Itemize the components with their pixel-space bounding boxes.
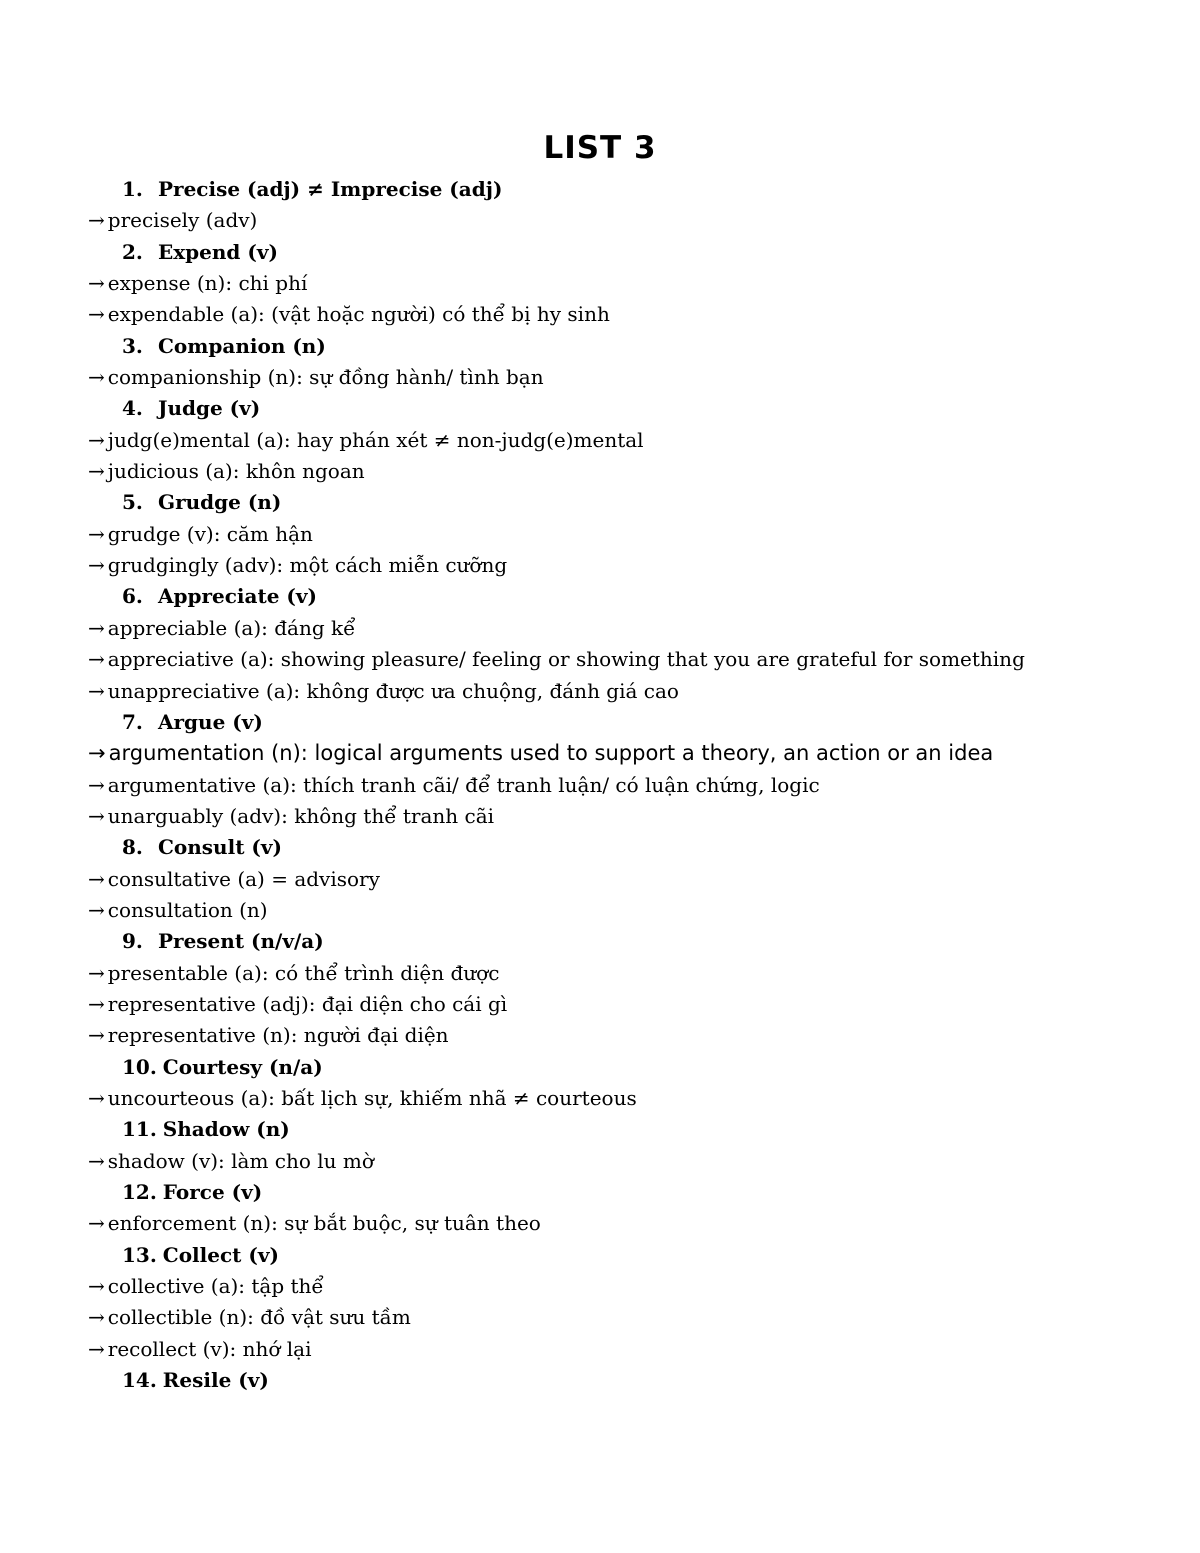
arrow-icon: →: [88, 271, 105, 296]
list-heading: [88, 707, 1188, 738]
list-item: [88, 456, 1188, 487]
headword: Collect (v): [162, 1242, 279, 1267]
arrow-icon: →: [88, 897, 105, 922]
headword: Present (n/v/a): [158, 929, 324, 954]
list-heading: [88, 1114, 1188, 1145]
derivative-text: consultation (n): [107, 897, 268, 922]
list-number: 4.: [122, 396, 143, 421]
list-number: 3.: [122, 333, 143, 358]
list-number: 8.: [122, 835, 143, 860]
list-heading: [88, 1240, 1188, 1271]
arrow-icon: →: [88, 1023, 105, 1048]
derivative-text: precisely (adv): [107, 208, 258, 233]
derivative-text: appreciative (a): showing pleasure/ feeling or showing that you are grateful for something: [107, 647, 1025, 672]
list-item: [88, 738, 1188, 769]
derivative-text: judicious (a): khôn ngoan: [107, 459, 365, 484]
headword: Grudge (n): [158, 490, 282, 515]
derivative-text: appreciable (a): đáng kể: [107, 615, 356, 640]
arrow-icon: →: [88, 678, 105, 703]
arrow-icon: →: [88, 553, 105, 578]
derivative-text: grudge (v): căm hận: [107, 521, 313, 546]
arrow-icon: →: [88, 427, 105, 452]
list-heading: [88, 832, 1188, 863]
list-number: 1.: [122, 177, 143, 201]
arrow-icon: →: [88, 302, 105, 327]
page-title: LIST 3: [543, 130, 657, 166]
list-item: [88, 1271, 1188, 1302]
list-heading: [88, 331, 1188, 362]
list-item: [88, 425, 1188, 456]
arrow-icon: →: [88, 1336, 105, 1361]
arrow-icon: →: [88, 991, 105, 1016]
list-item: [88, 958, 1188, 989]
list-item: [88, 1302, 1188, 1333]
headword: Shadow (n): [162, 1117, 290, 1142]
list-item: [88, 519, 1188, 550]
derivative-text: grudgingly (adv): một cách miễn cưỡng: [107, 553, 508, 578]
derivative-text: companionship (n): sự đồng hành/ tình bạn: [107, 365, 544, 390]
list-number: 13.: [122, 1242, 157, 1267]
derivative-text: argumentative (a): thích tranh cãi/ để tranh luận/ có luận chứng, logic: [107, 772, 820, 797]
list-item: [88, 864, 1188, 895]
headword: Consult (v): [158, 835, 282, 860]
arrow-icon: →: [88, 803, 105, 828]
list-heading: [88, 237, 1188, 268]
list-item: [88, 550, 1188, 581]
arrow-icon: →: [88, 521, 105, 546]
list-item: [88, 1334, 1188, 1365]
arrow-icon: →: [88, 459, 105, 484]
headword: Judge (v): [158, 396, 261, 421]
headword: Companion (n): [158, 333, 326, 358]
list-item: [88, 268, 1188, 299]
list-number: 5.: [122, 490, 143, 515]
arrow-icon: →: [88, 1085, 105, 1110]
headword: Argue (v): [158, 709, 263, 734]
headword: Expend (v): [158, 239, 278, 264]
derivative-text: collective (a): tập thể: [107, 1274, 324, 1299]
derivative-text: enforcement (n): sự bắt buộc, sự tuân theo: [107, 1211, 541, 1236]
list-heading: [88, 487, 1188, 518]
arrow-icon: →: [88, 1211, 105, 1236]
list-item: [88, 644, 1188, 675]
arrow-icon: →: [88, 615, 105, 640]
list-number: 9.: [122, 929, 143, 954]
derivative-text: argumentation (n): logical arguments used to support a theory, an action or an idea: [108, 741, 994, 766]
derivative-text: representative (n): người đại diện: [107, 1023, 449, 1048]
derivative-text: unarguably (adv): không thể tranh cãi: [107, 803, 495, 828]
derivative-text: representative (adj): đại diện cho cái gì: [107, 991, 508, 1016]
arrow-icon: →: [88, 772, 105, 797]
derivative-text: judg(e)mental (a): hay phán xét ≠ non-judg(e)mental: [107, 427, 644, 452]
list-heading: [88, 1177, 1188, 1208]
list-item: [88, 1083, 1188, 1114]
vocabulary-list: [88, 174, 1188, 1396]
headword: Courtesy (n/a): [162, 1054, 323, 1079]
derivative-text: collectible (n): đồ vật sưu tầm: [107, 1305, 411, 1330]
list-item: [88, 989, 1188, 1020]
derivative-text: consultative (a) = advisory: [107, 866, 380, 891]
headword: Precise (adj) ≠ Imprecise (adj): [158, 177, 503, 201]
list-item: [88, 676, 1188, 707]
derivative-text: expense (n): chi phí: [107, 271, 308, 296]
derivative-text: presentable (a): có thể trình diện được: [107, 960, 500, 985]
headword: Appreciate (v): [158, 584, 317, 609]
list-heading: [88, 393, 1188, 424]
headword: Resile (v): [162, 1368, 269, 1393]
list-item: [88, 895, 1188, 926]
list-heading: [88, 1052, 1188, 1083]
list-item: [88, 1020, 1188, 1051]
arrow-icon: →: [88, 365, 105, 390]
derivative-text: uncourteous (a): bất lịch sự, khiếm nhã ≠ courteous: [107, 1085, 637, 1110]
list-number: 6.: [122, 584, 143, 609]
derivative-text: shadow (v): làm cho lu mờ: [107, 1148, 374, 1173]
arrow-icon: →: [88, 960, 105, 985]
list-heading: [88, 1365, 1188, 1396]
headword: Force (v): [162, 1180, 263, 1204]
list-item: [88, 299, 1188, 330]
arrow-icon: →: [88, 866, 105, 891]
list-number: 12.: [122, 1180, 157, 1204]
list-number: 11.: [122, 1117, 157, 1142]
list-item: [88, 362, 1188, 393]
list-item: [88, 770, 1188, 801]
list-number: 2.: [122, 239, 143, 264]
list-item: [88, 1208, 1188, 1239]
list-item: [88, 613, 1188, 644]
list-number: 7.: [122, 709, 143, 734]
list-item: [88, 205, 1188, 236]
list-item: [88, 801, 1188, 832]
derivative-text: recollect (v): nhớ lại: [107, 1336, 312, 1361]
arrow-icon: →: [88, 1274, 105, 1299]
list-heading: [88, 926, 1188, 957]
list-number: 10.: [122, 1054, 157, 1079]
list-heading: [88, 174, 1188, 205]
derivative-text: expendable (a): (vật hoặc người) có thể bị hy sinh: [107, 302, 610, 327]
arrow-icon: →: [88, 208, 105, 233]
list-number: 14.: [122, 1368, 157, 1393]
derivative-text: unappreciative (a): không được ưa chuộng, đánh giá cao: [107, 678, 679, 703]
arrow-icon: →: [88, 741, 106, 766]
arrow-icon: →: [88, 1305, 105, 1330]
list-heading: [88, 581, 1188, 612]
list-item: [88, 1146, 1188, 1177]
arrow-icon: →: [88, 1148, 105, 1173]
arrow-icon: →: [88, 647, 105, 672]
